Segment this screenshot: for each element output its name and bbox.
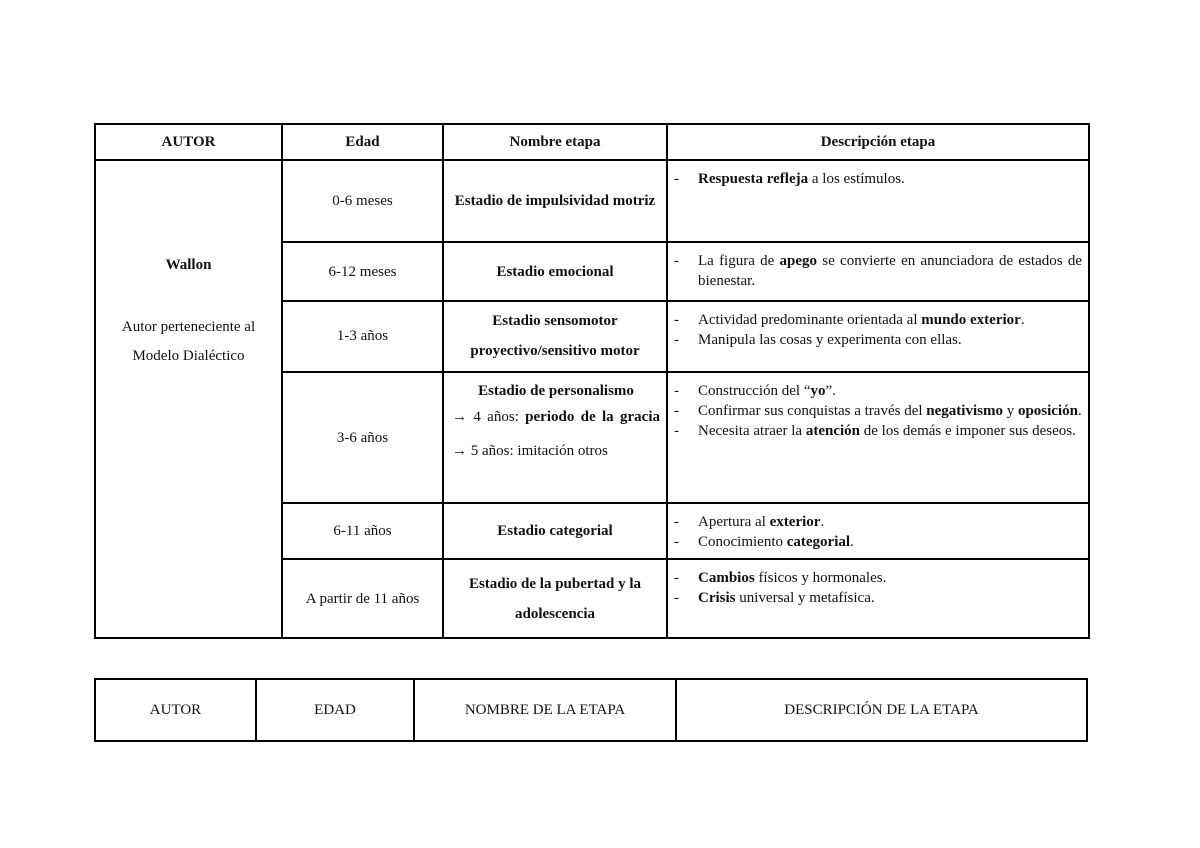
stage-description-cell [667,503,1089,559]
header-row [95,124,1089,160]
summary-header-stage-description: DESCRIPCIÓN DE LA ETAPA [676,679,1087,741]
age-cell: 6-11 años [282,503,443,559]
description-item: - Conocimiento categorial. [698,532,1082,552]
stage-description-cell [667,372,1089,503]
stage-name-title: Estadio de personalismo [478,383,634,399]
header-age: Edad [282,124,443,160]
age-cell: A partir de 11 años [282,559,443,638]
description-item: - Respuesta refleja a los estímulos. [698,169,1082,189]
stage-description-cell [667,301,1089,372]
stages-table [94,123,1090,639]
summary-header-stage-name: NOMBRE DE LA ETAPA [414,679,676,741]
description-item: - Crisis universal y metafísica. [698,588,1082,608]
author-continuation-cell [95,372,282,503]
table-row [95,160,1089,242]
stage-description-cell [667,160,1089,242]
description-item: - Actividad predominante orientada al mundo exterior. [698,310,1082,330]
table-row [95,372,1089,503]
header-stage-name: Nombre etapa [443,124,667,160]
stage-substage: → 4 años: periodo de la gracia [452,409,660,425]
stage-description-cell [667,559,1089,638]
stage-name-cell: Estadio de la pubertad y la adolescencia [443,559,667,638]
summary-header-author: AUTOR [95,679,256,741]
header-stage-description: Descripción etapa [667,124,1089,160]
table-row [95,503,1089,559]
summary-header-age: EDAD [256,679,414,741]
age-cell: 6-12 meses [282,242,443,301]
description-item: - Manipula las cosas y experimenta con ellas. [698,330,1082,350]
header-author: AUTOR [95,124,282,160]
stage-name-cell: Estadio categorial [443,503,667,559]
description-item: - Cambios físicos y hormonales. [698,568,1082,588]
age-cell: 0-6 meses [282,160,443,242]
stage-substage: → 5 años: imitación otros [452,443,608,459]
author-cell [95,160,282,372]
description-item: - Confirmar sus conquistas a través del negativismo y oposición. [698,401,1082,421]
author-description: Autor perteneciente al Modelo Dialéctico [121,319,256,364]
description-item: - La figura de apego se convierte en anunciadora de estados de bienestar. [698,251,1082,291]
summary-table [94,678,1088,742]
stage-name-cell [443,372,667,503]
description-item: - Apertura al exterior. [698,512,1082,532]
stage-description-cell [667,242,1089,301]
author-continuation-cell [95,503,282,559]
description-item: - Construcción del “yo”. [698,381,1082,401]
stage-name-cell: Estadio emocional [443,242,667,301]
stage-name-cell: Estadio de impulsividad motriz [443,160,667,242]
header-row [95,679,1087,741]
age-cell: 1-3 años [282,301,443,372]
table-row [95,559,1089,638]
stage-name-cell: Estadio sensomotor proyectivo/sensitivo motor [443,301,667,372]
age-cell: 3-6 años [282,372,443,503]
description-item: - Necesita atraer la atención de los demás e imponer sus deseos. [698,421,1082,441]
author-name: Wallon [165,257,212,273]
author-continuation-cell [95,559,282,638]
